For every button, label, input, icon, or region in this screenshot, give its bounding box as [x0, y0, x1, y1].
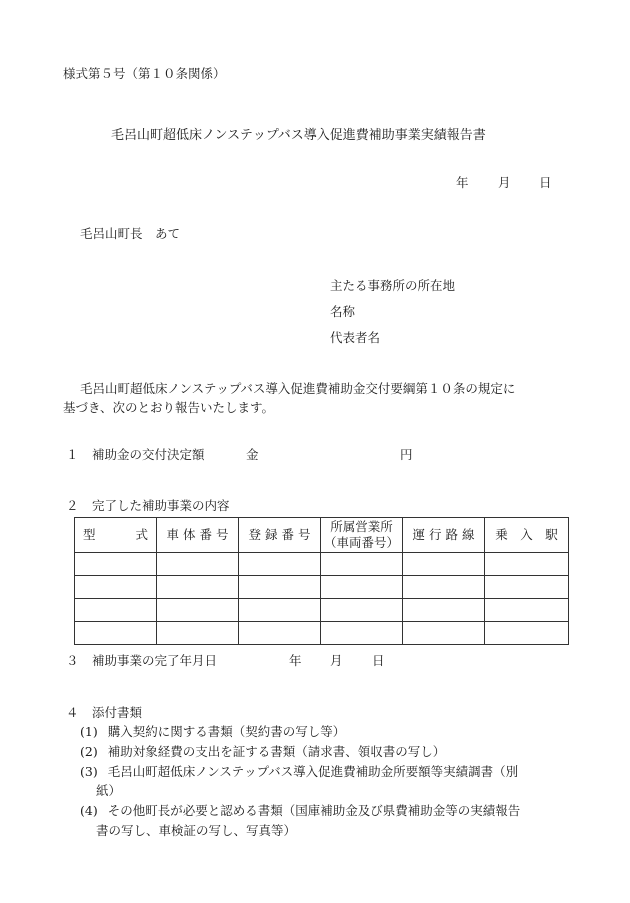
- table-cell[interactable]: [75, 553, 157, 576]
- table-cell[interactable]: [485, 622, 569, 645]
- table-cell[interactable]: [75, 622, 157, 645]
- section1-label: 補助金の交付決定額: [92, 447, 205, 462]
- header-station: 乗 入 駅: [485, 518, 569, 553]
- table-cell[interactable]: [157, 599, 239, 622]
- table-cell[interactable]: [239, 576, 321, 599]
- attachment-item-4-continuation: 書の写し、車検証の写し、写真等）: [96, 823, 297, 838]
- header-office: [321, 518, 403, 553]
- attachment-item-text: 毛呂山町超低床ノンステップバス導入促進費補助金所要額等実績調書（別: [107, 764, 519, 779]
- table-cell[interactable]: [403, 553, 485, 576]
- section3-number: ３: [66, 653, 79, 668]
- attachment-item-text: 購入契約に関する書類（契約書の写し等）: [107, 724, 346, 739]
- attachment-item-4: [80, 802, 520, 820]
- table-cell[interactable]: [239, 622, 321, 645]
- form-number: 様式第５号（第１０条関係）: [63, 66, 226, 81]
- date-year: 年: [456, 175, 469, 190]
- table-header-row: [75, 518, 569, 553]
- section4-number: ４: [66, 705, 79, 720]
- section2-label: 完了した補助事業の内容: [92, 498, 230, 513]
- table-row: [75, 599, 569, 622]
- header-type-char1: 型: [83, 527, 96, 542]
- date-day: 日: [539, 175, 552, 190]
- applicant-name-label: 名称: [330, 304, 356, 319]
- section1-unit: 円: [400, 447, 413, 462]
- header-office-line1: 所属営業所: [330, 519, 393, 534]
- attachment-item-text: 補助対象経費の支出を証する書類（請求書、領収書の写し）: [107, 744, 446, 759]
- table-cell[interactable]: [239, 553, 321, 576]
- section2-number: ２: [66, 498, 79, 513]
- table-row: [75, 553, 569, 576]
- table-cell[interactable]: [403, 576, 485, 599]
- applicant-representative-label: 代表者名: [330, 330, 381, 345]
- section3-month: 月: [330, 653, 343, 668]
- intro-line-1: 毛呂山町超低床ノンステップバス導入促進費補助金交付要綱第１０条の規定に: [80, 381, 516, 396]
- project-details-table: [74, 517, 569, 645]
- section4-label: 添付書類: [92, 705, 143, 720]
- intro-line-2: 基づき、次のとおり報告いたします。: [63, 400, 275, 415]
- attachment-item-3: [80, 763, 518, 781]
- table-cell[interactable]: [321, 599, 403, 622]
- header-office-line2: （車両番号）: [323, 535, 399, 550]
- section3-label: 補助事業の完了年月日: [92, 653, 218, 668]
- attachment-item-text: その他町長が必要と認める書類（国庫補助金及び県費補助金等の実績報告: [107, 803, 521, 818]
- header-registration-number: 登 録 番 号: [239, 518, 321, 553]
- table-cell[interactable]: [75, 599, 157, 622]
- table-cell[interactable]: [485, 553, 569, 576]
- table-cell[interactable]: [75, 576, 157, 599]
- table-row: [75, 576, 569, 599]
- table-cell[interactable]: [321, 553, 403, 576]
- table-cell[interactable]: [239, 599, 321, 622]
- section3-year: 年: [289, 653, 302, 668]
- section1-number: １: [66, 447, 79, 462]
- date-month: 月: [498, 175, 511, 190]
- table-cell[interactable]: [321, 576, 403, 599]
- header-chassis-number: 車 体 番 号: [157, 518, 239, 553]
- table-cell[interactable]: [157, 622, 239, 645]
- table-row: [75, 622, 569, 645]
- table-cell[interactable]: [157, 576, 239, 599]
- section3-day: 日: [372, 653, 385, 668]
- table-cell[interactable]: [403, 599, 485, 622]
- section1-prefix: 金: [246, 447, 259, 462]
- table-cell[interactable]: [485, 599, 569, 622]
- addressee: 毛呂山町長 あて: [80, 226, 181, 241]
- header-route: 運 行 路 線: [403, 518, 485, 553]
- attachment-item-number: (1): [80, 724, 98, 739]
- attachment-item-number: (4): [80, 803, 98, 818]
- header-type-char2: 式: [135, 527, 148, 542]
- table-cell[interactable]: [403, 622, 485, 645]
- attachment-item-1: [80, 723, 345, 741]
- attachment-item-number: (3): [80, 764, 98, 779]
- table-cell[interactable]: [485, 576, 569, 599]
- attachment-item-3-continuation: 紙）: [96, 783, 122, 798]
- attachment-item-2: [80, 743, 445, 761]
- table-cell[interactable]: [321, 622, 403, 645]
- header-type: [75, 518, 157, 553]
- document-title: 毛呂山町超低床ノンステップバス導入促進費補助事業実績報告書: [111, 128, 486, 143]
- attachment-item-number: (2): [80, 744, 98, 759]
- applicant-address-label: 主たる事務所の所在地: [330, 278, 456, 293]
- table-cell[interactable]: [157, 553, 239, 576]
